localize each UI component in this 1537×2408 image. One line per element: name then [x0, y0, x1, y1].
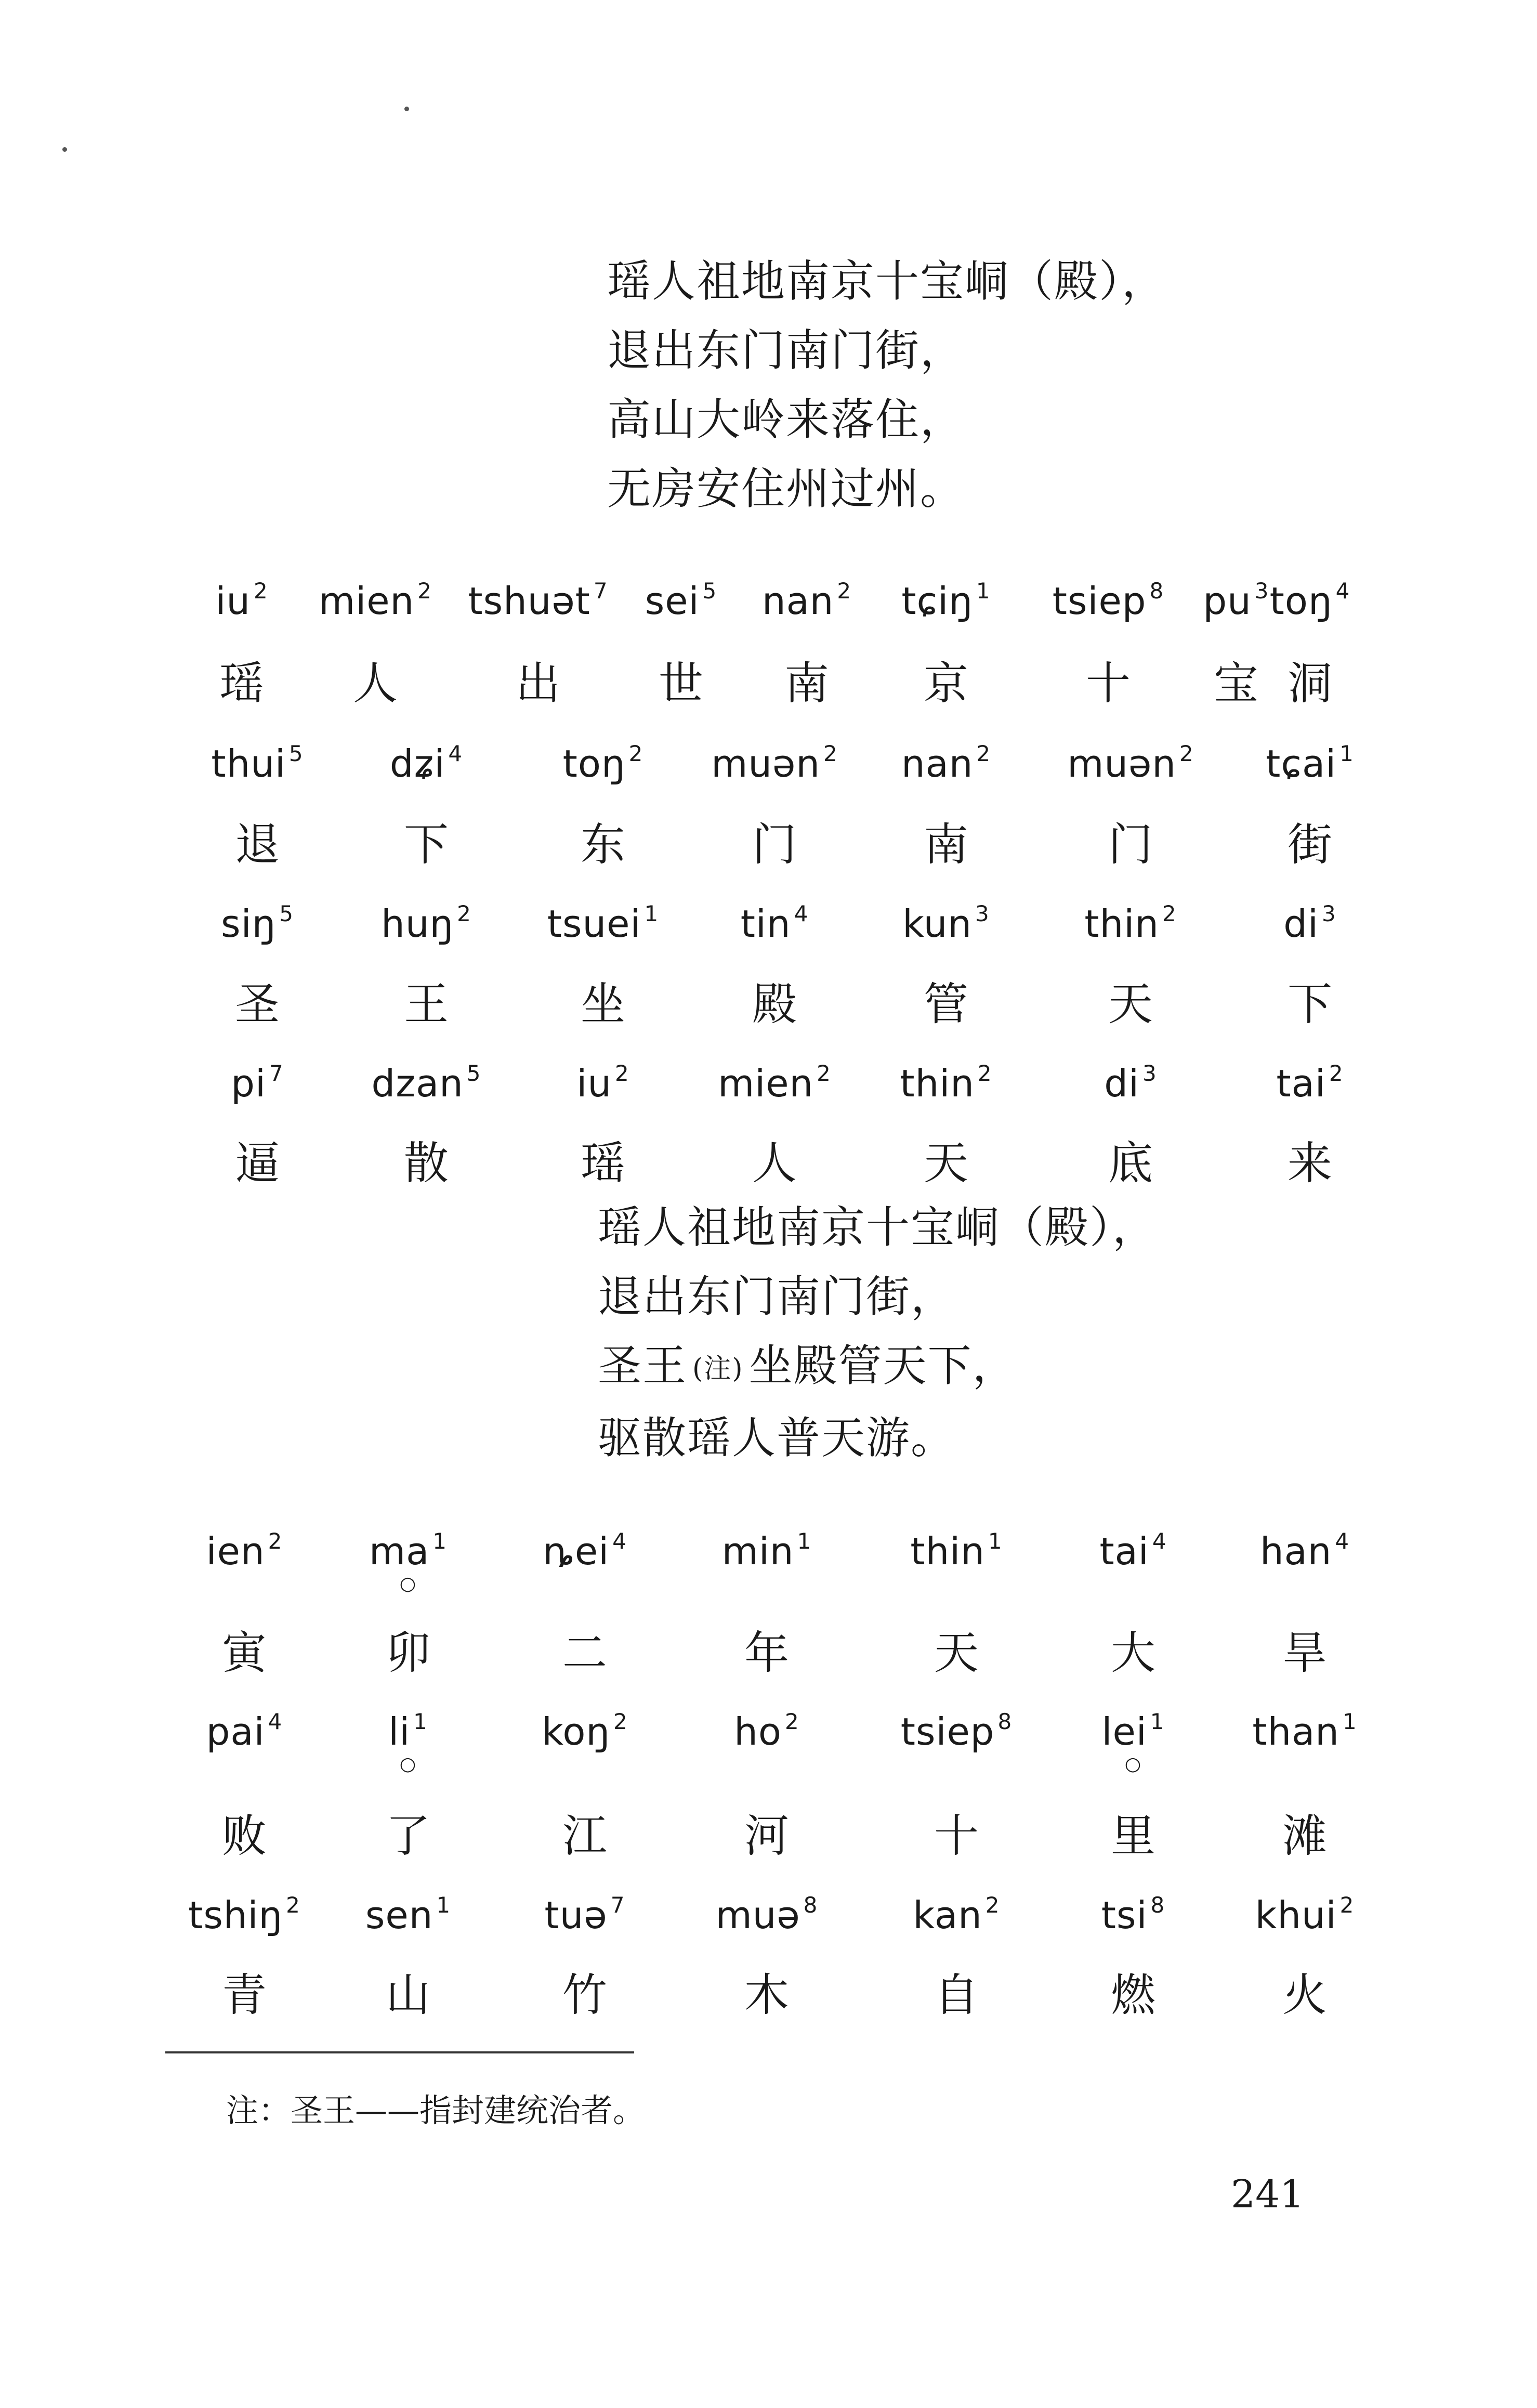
- stanza-line: [598, 1331, 1157, 1404]
- syllable-text: tsi: [1101, 1893, 1148, 1937]
- circle-mark-icon: ○: [1124, 1753, 1142, 1775]
- tone-number: 2: [823, 741, 838, 766]
- tone-number: 1: [976, 578, 991, 604]
- circle-mark-icon: ○: [399, 1753, 417, 1775]
- stanza-line: 退出东门南门街，: [598, 1271, 956, 1322]
- syllable-text: huŋ: [381, 902, 454, 946]
- romanized-syllable: [372, 1061, 481, 1105]
- hanzi-character: 十: [934, 1810, 979, 1862]
- syllable-text: sei: [645, 579, 700, 623]
- hanzi-character: 天: [934, 1627, 979, 1679]
- tone-number: 4: [1335, 1528, 1350, 1554]
- romanized-syllable: [1255, 1892, 1355, 1937]
- romanized-syllable: [206, 1528, 283, 1573]
- hanzi-character: 天: [924, 1137, 968, 1189]
- romanized-syllable: [1101, 1892, 1165, 1937]
- tone-number: 8: [1150, 1892, 1165, 1918]
- romanized-syllable: [1084, 901, 1176, 946]
- hanzi-character: 街: [1288, 819, 1332, 871]
- romanized-syllable: [910, 1528, 1002, 1573]
- hanzi-character: 殿: [752, 978, 797, 1030]
- hanzi-row: [0, 1127, 1537, 1189]
- syllable-text: iu: [576, 1062, 612, 1105]
- romanized-syllable: [563, 741, 643, 786]
- romanized-syllable: [1283, 901, 1336, 946]
- translation-stanza-1: [607, 247, 1166, 524]
- hanzi-character: 败: [222, 1810, 267, 1862]
- syllable-text: kan: [913, 1893, 982, 1937]
- scan-speck: [62, 147, 67, 152]
- syllable-text: muən: [1067, 742, 1176, 786]
- hanzi-character: 南: [784, 658, 829, 710]
- syllable-text: nan: [761, 579, 834, 623]
- hanzi-character: 竹: [562, 1969, 607, 2021]
- syllable-text: tsiep: [1052, 579, 1147, 623]
- romanized-syllable: [902, 901, 989, 946]
- syllable-text: di: [1283, 902, 1319, 946]
- footnote-marker: (注): [692, 1353, 744, 1384]
- romanized-syllable: [576, 1061, 629, 1105]
- romanized-syllable: [734, 1709, 799, 1753]
- stanza-text: 圣王: [598, 1340, 688, 1391]
- romanized-syllable: [369, 1528, 447, 1594]
- romanized-syllable: [711, 741, 837, 786]
- syllable-text: mien: [718, 1062, 814, 1105]
- tone-number: 2: [784, 1709, 799, 1734]
- translation-stanza-2: [598, 1193, 1157, 1473]
- romanization-row: [0, 741, 1537, 803]
- hanzi-character: 燃: [1111, 1969, 1155, 2021]
- tone-number: 8: [1149, 578, 1164, 604]
- romanized-syllable: [762, 578, 851, 623]
- romanization-row: [0, 1528, 1537, 1594]
- hanzi-character: 坐: [581, 978, 625, 1030]
- syllable-text: pai: [206, 1710, 265, 1753]
- tone-number: 2: [1179, 741, 1194, 766]
- tone-number: 3: [1321, 901, 1336, 926]
- footnote-divider: [165, 2051, 634, 2053]
- hanzi-character: 世: [659, 658, 703, 710]
- tone-number: 1: [644, 901, 659, 926]
- hanzi-character: 火: [1282, 1969, 1327, 2021]
- hanzi-character: 滩: [1282, 1810, 1327, 1862]
- romanized-syllable: [1266, 741, 1354, 786]
- syllable-text: di: [1104, 1062, 1139, 1105]
- stanza-text: 坐殿管天下，: [748, 1340, 1017, 1391]
- syllable-text: nan: [901, 742, 974, 786]
- stanza-line: 瑶人祖地南京十宝峒（殿），: [607, 256, 1167, 307]
- tone-number: 2: [614, 1061, 629, 1086]
- romanized-syllable: [1260, 1528, 1349, 1573]
- hanzi-character: 东: [581, 819, 625, 871]
- romanized-syllable: [231, 1061, 283, 1105]
- tone-number: 2: [1339, 1892, 1355, 1918]
- hanzi-character: 管: [924, 978, 968, 1030]
- tone-number: 2: [985, 1892, 1000, 1918]
- romanized-syllable: [1276, 1061, 1343, 1105]
- hanzi-character: 瑶: [581, 1137, 625, 1189]
- syllable-text: pi: [231, 1062, 266, 1105]
- hanzi-character: 青: [222, 1969, 267, 2021]
- syllable-text: thui: [211, 742, 286, 786]
- stanza-line: 无房安住州过州。: [607, 463, 965, 514]
- romanized-syllable: [741, 901, 809, 946]
- romanization-row: [0, 1061, 1537, 1123]
- syllable-text: thin: [910, 1529, 985, 1573]
- tone-number: 3: [1142, 1061, 1157, 1086]
- syllable-text: mien: [319, 579, 415, 623]
- tone-number: 8: [997, 1709, 1013, 1734]
- syllable-text: tsuei: [547, 902, 641, 946]
- romanized-syllable: [901, 578, 990, 623]
- tone-number: 2: [977, 1061, 992, 1086]
- tone-number: 2: [268, 1528, 283, 1554]
- romanization-row: [0, 1892, 1537, 1955]
- hanzi-character: 宝: [1214, 658, 1258, 710]
- romanized-syllable: [901, 1709, 1012, 1753]
- tone-number: 4: [1152, 1528, 1167, 1554]
- hanzi-character: 下: [404, 819, 449, 871]
- syllable-text: tshuət: [468, 579, 590, 623]
- romanized-syllable: [381, 901, 471, 946]
- stanza-line: 高山大岭来落住，: [607, 394, 965, 445]
- syllable-text: ho: [734, 1710, 782, 1753]
- footnote: 注：圣王——指封建统治者。: [226, 2091, 646, 2129]
- tone-number: 4: [448, 741, 463, 766]
- romanized-syllable: [1203, 578, 1269, 623]
- hanzi-character: 圣: [235, 978, 280, 1030]
- hanzi-character: 洞: [1288, 658, 1332, 710]
- hanzi-character: 散: [404, 1137, 449, 1189]
- hanzi-character: 人: [752, 1137, 797, 1189]
- syllable-text: li: [388, 1710, 411, 1753]
- tone-number: 2: [457, 901, 471, 926]
- romanization-row: [0, 1709, 1537, 1775]
- syllable-text: koŋ: [542, 1710, 611, 1753]
- syllable-text: siŋ: [221, 902, 277, 946]
- syllable-text: thin: [1084, 902, 1159, 946]
- hanzi-row: [0, 1617, 1537, 1679]
- romanized-syllable: [645, 578, 717, 623]
- hanzi-character: 江: [562, 1810, 607, 1862]
- tone-number: 7: [269, 1061, 284, 1086]
- tone-number: 1: [413, 1709, 428, 1734]
- tone-number: 2: [253, 578, 268, 604]
- hanzi-character: 大: [1111, 1627, 1155, 1679]
- syllable-text: han: [1259, 1529, 1332, 1573]
- romanized-syllable: [215, 578, 268, 623]
- syllable-text: tɕai: [1266, 742, 1337, 786]
- hanzi-character: 寅: [222, 1627, 267, 1679]
- romanized-syllable: [1099, 1528, 1166, 1573]
- tone-number: 8: [803, 1892, 818, 1918]
- tone-number: 4: [1335, 578, 1350, 604]
- tone-number: 7: [610, 1892, 625, 1918]
- hanzi-character: 河: [744, 1810, 789, 1862]
- tone-number: 2: [417, 578, 432, 604]
- syllable-text: tsiep: [900, 1710, 995, 1753]
- syllable-text: than: [1252, 1710, 1339, 1753]
- tone-number: 2: [817, 1061, 831, 1086]
- stanza-line: 驱散瑶人普天游。: [598, 1412, 956, 1463]
- hanzi-character: 退: [235, 819, 280, 871]
- romanized-syllable: [722, 1528, 812, 1573]
- romanized-syllable: [1101, 1709, 1165, 1775]
- hanzi-row: [0, 968, 1537, 1030]
- romanized-syllable: [900, 1061, 992, 1105]
- syllable-text: khui: [1255, 1893, 1337, 1937]
- tone-number: 2: [628, 741, 643, 766]
- stanza-line: 退出东门南门街，: [607, 325, 965, 376]
- tone-number: 1: [1339, 741, 1354, 766]
- tone-number: 2: [613, 1709, 628, 1734]
- romanized-syllable: [188, 1892, 300, 1937]
- romanized-syllable: [543, 1528, 627, 1573]
- hanzi-character: 了: [386, 1810, 430, 1862]
- romanized-syllable: [319, 578, 432, 623]
- circle-mark-icon: ○: [399, 1573, 417, 1594]
- romanized-syllable: [468, 578, 608, 623]
- syllable-text: muə: [715, 1893, 800, 1937]
- romanized-syllable: [901, 741, 991, 786]
- tone-number: 2: [837, 578, 852, 604]
- romanized-syllable: [1067, 741, 1193, 786]
- hanzi-character: 来: [1288, 1137, 1332, 1189]
- hanzi-row: [0, 808, 1537, 871]
- romanized-syllable: [211, 741, 303, 786]
- hanzi-character: 二: [562, 1627, 607, 1679]
- tone-number: 1: [797, 1528, 812, 1554]
- tone-number: 4: [612, 1528, 627, 1554]
- scan-speck: [404, 107, 409, 111]
- tone-number: 1: [436, 1892, 451, 1918]
- syllable-text: ma: [369, 1529, 430, 1573]
- tone-number: 1: [432, 1528, 447, 1554]
- tone-number: 5: [288, 741, 304, 766]
- hanzi-character: 卯: [386, 1627, 430, 1679]
- tone-number: 5: [702, 578, 717, 604]
- hanzi-character: 自: [934, 1969, 979, 2021]
- hanzi-character: 底: [1108, 1137, 1153, 1189]
- hanzi-character: 门: [752, 819, 797, 871]
- tone-number: 2: [1162, 901, 1177, 926]
- hanzi-character: 京: [924, 658, 968, 710]
- romanized-syllable: [545, 1892, 625, 1937]
- hanzi-row: [0, 1800, 1537, 1862]
- romanized-syllable: [390, 741, 463, 786]
- tone-number: 5: [279, 901, 294, 926]
- tone-number: 5: [466, 1061, 481, 1086]
- tone-number: 1: [1150, 1709, 1165, 1734]
- hanzi-character: 十: [1086, 658, 1131, 710]
- tone-number: 1: [1342, 1709, 1357, 1734]
- hanzi-character: 人: [353, 658, 398, 710]
- hanzi-character: 天: [1108, 978, 1153, 1030]
- romanized-syllable: [1252, 1709, 1357, 1753]
- hanzi-character: 木: [744, 1969, 789, 2021]
- romanized-syllable: [1270, 578, 1350, 623]
- hanzi-character: 王: [404, 978, 449, 1030]
- page-number: 241: [1231, 2172, 1305, 2217]
- hanzi-character: 年: [744, 1627, 789, 1679]
- syllable-text: toŋ: [1269, 579, 1333, 623]
- tone-number: 2: [286, 1892, 300, 1918]
- romanized-syllable: [1104, 1061, 1157, 1105]
- hanzi-character: 下: [1288, 978, 1332, 1030]
- syllable-text: min: [721, 1529, 794, 1573]
- tone-number: 2: [1329, 1061, 1344, 1086]
- syllable-text: thin: [900, 1062, 975, 1105]
- syllable-text: sen: [365, 1893, 433, 1937]
- romanized-syllable: [221, 901, 294, 946]
- hanzi-character: 逼: [235, 1137, 280, 1189]
- romanized-syllable: [547, 901, 659, 946]
- tone-number: 1: [988, 1528, 1003, 1554]
- syllable-text: dzan: [371, 1062, 464, 1105]
- hanzi-character: 旱: [1282, 1627, 1327, 1679]
- syllable-text: toŋ: [562, 742, 626, 786]
- romanized-syllable: [388, 1709, 428, 1775]
- romanized-syllable: [716, 1892, 818, 1937]
- syllable-text: kun: [902, 902, 973, 946]
- hanzi-character: 门: [1108, 819, 1153, 871]
- syllable-text: tuə: [544, 1893, 608, 1937]
- syllable-text: muən: [711, 742, 820, 786]
- hanzi-character: 瑶: [219, 658, 264, 710]
- hanzi-row: [0, 647, 1537, 710]
- hanzi-row: [0, 1959, 1537, 2021]
- syllable-text: tɕiŋ: [901, 579, 973, 623]
- tone-number: 2: [976, 741, 991, 766]
- hanzi-character: 南: [924, 819, 968, 871]
- romanization-row: [0, 901, 1537, 963]
- syllable-text: tai: [1276, 1062, 1326, 1105]
- tone-number: 7: [593, 578, 608, 604]
- hanzi-character: 里: [1111, 1810, 1155, 1862]
- tone-number: 4: [268, 1709, 283, 1734]
- syllable-text: dʑi: [389, 742, 445, 786]
- syllable-text: pu: [1203, 579, 1252, 623]
- romanized-syllable: [542, 1709, 628, 1753]
- syllable-text: tai: [1099, 1529, 1149, 1573]
- hanzi-character: 出: [516, 658, 560, 710]
- tone-number: 4: [794, 901, 809, 926]
- syllable-text: tshiŋ: [188, 1893, 283, 1937]
- romanized-syllable: [913, 1892, 1000, 1937]
- syllable-text: ien: [206, 1529, 265, 1573]
- tone-number: 3: [975, 901, 990, 926]
- syllable-text: iu: [215, 579, 251, 623]
- hanzi-character: 山: [386, 1969, 430, 2021]
- romanized-syllable: [206, 1709, 283, 1753]
- tone-number: 3: [1254, 578, 1269, 604]
- romanized-syllable: [718, 1061, 831, 1105]
- syllable-text: lei: [1101, 1710, 1147, 1753]
- stanza-line: 瑶人祖地南京十宝峒（殿），: [598, 1202, 1158, 1253]
- romanization-row: [0, 578, 1537, 640]
- syllable-text: tin: [740, 902, 791, 946]
- syllable-text: ȵei: [543, 1529, 610, 1573]
- romanized-syllable: [1053, 578, 1164, 623]
- romanized-syllable: [365, 1892, 451, 1937]
